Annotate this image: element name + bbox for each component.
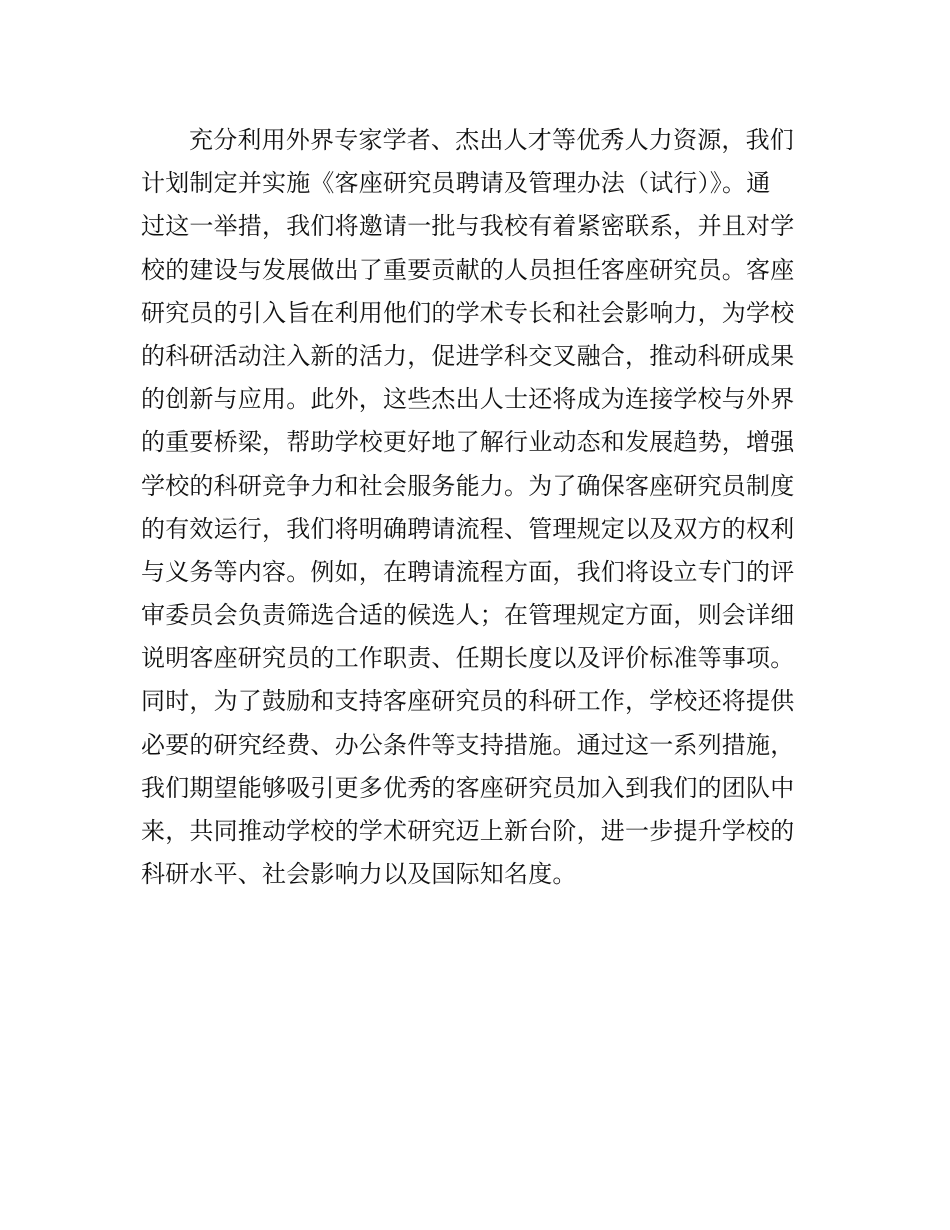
paragraph-line: 同时，为了鼓励和支持客座研究员的科研工作，学校还将提供: [141, 687, 795, 716]
paragraph-line: 充分利用外界专家学者、杰出人才等优秀人力资源，我们: [189, 126, 794, 154]
paragraph-line: 的科研活动注入新的活力，促进学科交叉融合，推动科研成果: [141, 341, 795, 370]
paragraph-line: 必要的研究经费、办公条件等支持措施。通过这一系列措施，: [141, 730, 795, 759]
body-paragraph: [141, 119, 813, 896]
paragraph-line: 校的建设与发展做出了重要贡献的人员担任客座研究员。客座: [141, 255, 795, 284]
paragraph-line: 的有效运行，我们将明确聘请流程、管理规定以及双方的权利: [141, 514, 795, 543]
paragraph-line: 说明客座研究员的工作职责、任期长度以及评价标准等事项。: [141, 644, 795, 673]
paragraph-line: 研究员的引入旨在利用他们的学术专长和社会影响力，为学校: [141, 298, 795, 327]
paragraph-line: 与义务等内容。例如，在聘请流程方面，我们将设立专门的评: [141, 557, 795, 586]
paragraph-line: 审委员会负责筛选合适的候选人；在管理规定方面，则会详细: [141, 601, 795, 630]
paragraph-line: 计划制定并实施《客座研究员聘请及管理办法（试行）》。通: [141, 169, 771, 198]
paragraph-line: 过这一举措，我们将邀请一批与我校有着紧密联系，并且对学: [141, 212, 795, 241]
paragraph-line: 的创新与应用。此外，这些杰出人士还将成为连接学校与外界: [141, 385, 795, 414]
paragraph-line: 来，共同推动学校的学术研究迈上新台阶，进一步提升学校的: [141, 817, 795, 845]
paragraph-line: 学校的科研竞争力和社会服务能力。为了确保客座研究员制度: [141, 471, 795, 500]
paragraph-line: 科研水平、社会影响力以及国际知名度。: [141, 860, 577, 889]
paragraph-line: 我们期望能够吸引更多优秀的客座研究员加入到我们的团队中: [141, 773, 795, 802]
paragraph-line: 的重要桥梁，帮助学校更好地了解行业动态和发展趋势，增强: [141, 428, 795, 457]
